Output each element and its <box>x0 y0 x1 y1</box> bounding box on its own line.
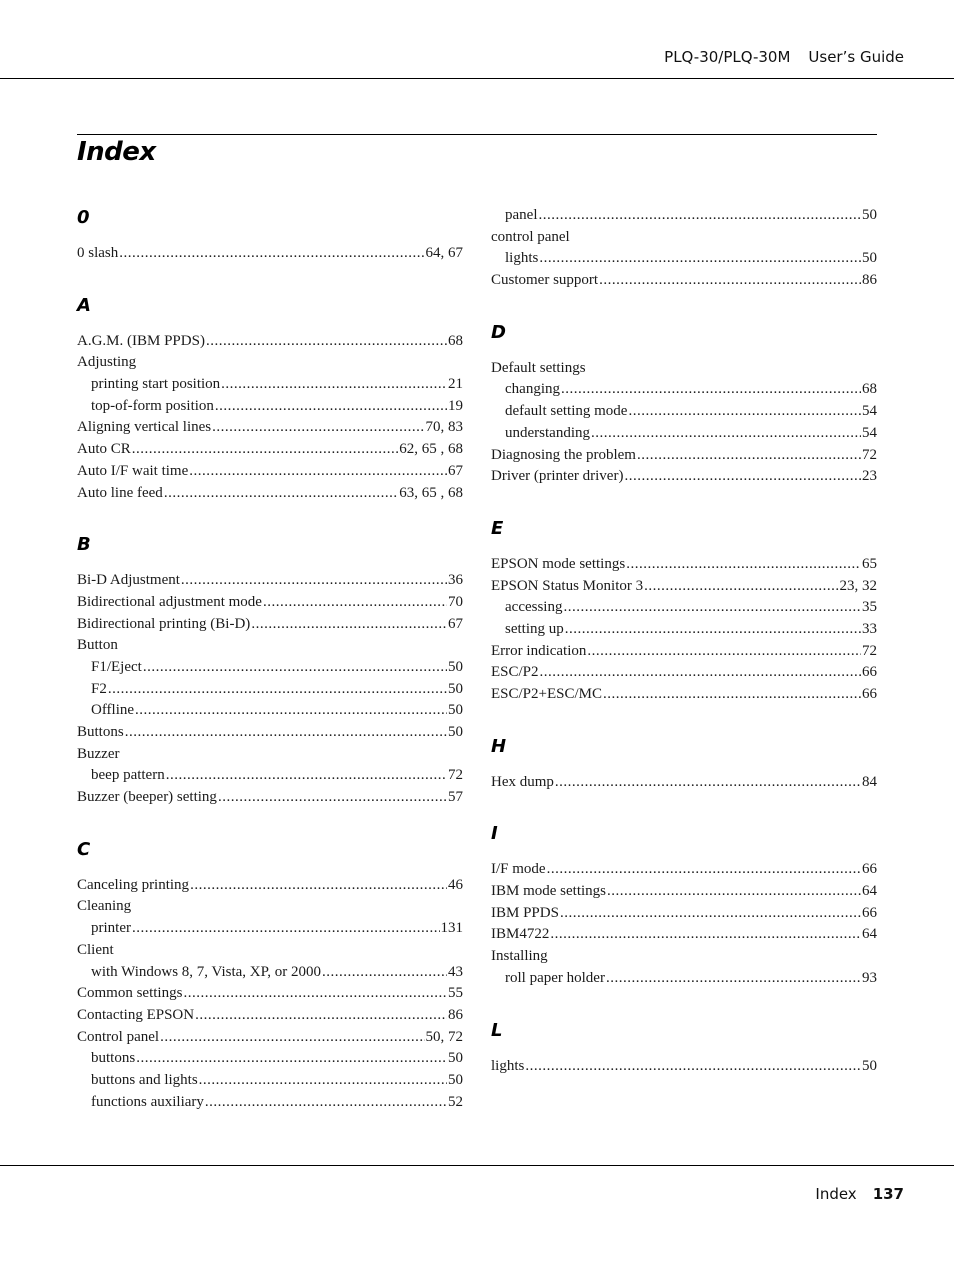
dot-leader <box>205 1092 447 1114</box>
index-letter-heading: E <box>491 517 504 539</box>
index-entry <box>77 744 463 766</box>
index-page-refs: 23 <box>862 468 877 485</box>
index-entry <box>77 722 463 744</box>
index-term: Auto I/F wait time <box>77 462 189 479</box>
index-entry <box>491 684 877 706</box>
index-entry <box>491 946 877 968</box>
dot-leader <box>164 483 398 505</box>
dot-leader <box>263 592 447 614</box>
index-page-refs: 63, 65 , 68 <box>399 484 463 501</box>
index-page-refs: 52 <box>448 1093 463 1110</box>
index-column-right <box>491 205 877 1077</box>
index-term: ESC/P2+ESC/MC <box>491 686 602 702</box>
index-letter-heading: A <box>77 294 91 316</box>
index-term: I/F mode <box>491 861 546 878</box>
index-page-refs: 57 <box>448 789 463 806</box>
index-term: Common settings <box>77 985 183 1002</box>
index-page-refs: 66 <box>862 686 877 702</box>
dot-leader <box>560 903 861 925</box>
index-subentry <box>491 401 877 423</box>
dot-leader <box>218 787 447 809</box>
index-page-refs: 50 <box>448 1071 463 1088</box>
index-entry <box>77 243 463 265</box>
index-subentry <box>77 962 463 984</box>
index-page-refs: 64, 67 <box>425 245 463 261</box>
index-entry <box>77 635 463 657</box>
dot-leader <box>538 205 861 227</box>
dot-leader <box>599 270 861 292</box>
index-entry <box>77 787 463 809</box>
dot-leader <box>212 417 424 439</box>
index-entry <box>77 331 463 353</box>
index-page-refs: 50 <box>448 702 463 719</box>
index-subentry <box>77 657 463 679</box>
index-term: 0 slash <box>77 245 119 261</box>
index-letter-heading: L <box>491 1019 503 1041</box>
dot-leader <box>322 962 447 984</box>
dot-leader <box>606 968 861 990</box>
index-term: accessing <box>505 599 563 616</box>
index-term: Customer support <box>491 272 599 289</box>
index-term: Hex dump <box>491 773 554 790</box>
index-term: Cleaning <box>77 898 132 915</box>
index-subentry <box>77 1070 463 1092</box>
index-entry <box>77 896 463 918</box>
index-term: F2 <box>91 680 107 697</box>
index-column-left <box>77 205 463 1113</box>
dot-leader <box>547 859 861 881</box>
index-term: Buzzer <box>77 745 120 762</box>
dot-leader <box>206 331 447 353</box>
index-page-refs: 66 <box>862 664 877 681</box>
index-term: IBM PPDS <box>491 904 559 921</box>
index-entry <box>491 270 877 292</box>
index-term: Canceling printing <box>77 876 190 893</box>
index-page-refs: 131 <box>440 920 463 937</box>
header-text <box>664 48 904 66</box>
index-letter-heading: D <box>491 321 506 343</box>
index-term: Aligning vertical lines <box>77 419 212 436</box>
index-term: Driver (printer driver) <box>491 468 624 485</box>
index-entry <box>491 859 877 881</box>
dot-leader <box>628 401 861 423</box>
dot-leader <box>132 439 398 461</box>
index-term: Adjusting <box>77 354 137 371</box>
header-product: PLQ-30/PLQ-30M <box>664 48 791 66</box>
index-page-refs: 72 <box>862 642 877 659</box>
index-term: Control panel <box>77 1028 160 1045</box>
index-term: with Windows 8, 7, Vista, XP, or 2000 <box>91 963 322 980</box>
footer-rule <box>0 1165 954 1166</box>
dot-leader <box>565 619 861 641</box>
index-page-refs: 70, 83 <box>425 419 463 436</box>
index-page-refs: 23, 32 <box>839 577 877 594</box>
index-entry <box>491 903 877 925</box>
dot-leader <box>199 1070 447 1092</box>
index-page-refs: 66 <box>862 904 877 921</box>
index-term: Auto CR <box>77 441 131 458</box>
index-term: Error indication <box>491 642 587 659</box>
index-term: Bidirectional printing (Bi-D) <box>77 615 251 632</box>
index-page-refs: 68 <box>862 381 877 398</box>
index-entry <box>77 483 463 505</box>
index-page-refs: 50 <box>448 724 463 740</box>
index-page-refs: 50 <box>448 658 463 675</box>
index-page-refs: 86 <box>448 1006 463 1023</box>
index-subentry <box>77 1048 463 1070</box>
index-entry <box>491 1056 877 1078</box>
index-page-refs: 66 <box>862 861 877 878</box>
index-letter-heading: I <box>491 823 498 845</box>
index-subentry <box>77 374 463 396</box>
index-subentry <box>77 765 463 787</box>
index-page-refs: 86 <box>862 272 877 289</box>
index-subentry <box>77 1092 463 1114</box>
index-term: Buttons <box>77 724 124 740</box>
index-subentry <box>491 248 877 270</box>
index-entry <box>491 358 877 380</box>
dot-leader <box>181 570 447 592</box>
index-term: Offline <box>91 702 135 719</box>
dot-leader <box>215 396 447 418</box>
dot-leader <box>624 466 861 488</box>
index-page-refs: 50 <box>448 1050 463 1067</box>
index-page-refs: 84 <box>862 773 877 790</box>
index-letter-heading: C <box>77 838 91 860</box>
index-page-refs: 70 <box>448 593 463 610</box>
index-page-refs: 65 <box>862 555 877 572</box>
index-letter-heading: H <box>491 735 507 757</box>
index-term: lights <box>505 250 539 267</box>
dot-leader <box>166 765 447 787</box>
index-page-refs: 64 <box>862 926 877 943</box>
index-entry <box>77 614 463 636</box>
index-term: printing start position <box>91 376 221 393</box>
index-page-refs: 19 <box>448 397 463 414</box>
dot-leader <box>555 772 861 794</box>
dot-leader <box>644 576 838 598</box>
index-term: Diagnosing the problem <box>491 446 636 463</box>
dot-leader <box>136 1048 447 1070</box>
page-header <box>0 0 954 79</box>
index-term: functions auxiliary <box>91 1093 204 1110</box>
index-page-refs: 54 <box>862 403 877 420</box>
index-subentry <box>491 205 877 227</box>
page-title: Index <box>77 137 156 167</box>
index-term: understanding <box>505 424 590 441</box>
dot-leader <box>603 684 861 706</box>
index-subentry <box>77 700 463 722</box>
index-entry <box>77 983 463 1005</box>
index-term: default setting mode <box>505 403 628 420</box>
index-page-refs: 46 <box>448 876 463 893</box>
index-term: panel <box>505 207 538 223</box>
index-term: A.G.M. (IBM PPDS) <box>77 332 205 349</box>
index-subentry <box>491 423 877 445</box>
index-page-refs: 50, 72 <box>425 1028 463 1045</box>
index-page-refs: 72 <box>862 446 877 463</box>
dot-leader <box>587 641 861 663</box>
index-page-refs: 72 <box>448 767 463 784</box>
index-page-refs: 68 <box>448 332 463 349</box>
dot-leader <box>143 657 447 679</box>
index-page-refs: 54 <box>862 424 877 441</box>
index-letter-heading: 0 <box>77 207 90 228</box>
index-entry <box>491 662 877 684</box>
index-entry <box>491 466 877 488</box>
dot-leader <box>160 1027 424 1049</box>
index-entry <box>491 576 877 598</box>
dot-leader <box>561 379 861 401</box>
index-entry <box>77 1005 463 1027</box>
index-page-refs: 35 <box>862 599 877 616</box>
index-page-refs: 67 <box>448 615 463 632</box>
index-entry <box>491 772 877 794</box>
index-page-refs: 62, 65 , 68 <box>399 441 463 458</box>
index-entry <box>77 461 463 483</box>
index-page-refs: 55 <box>448 985 463 1002</box>
index-subentry <box>491 379 877 401</box>
dot-leader <box>195 1005 447 1027</box>
index-entry <box>491 445 877 467</box>
page-footer <box>815 1185 904 1203</box>
dot-leader <box>525 1056 861 1078</box>
index-term: Contacting EPSON <box>77 1006 195 1023</box>
dot-leader <box>221 374 447 396</box>
index-entry <box>77 352 463 374</box>
index-entry <box>491 924 877 946</box>
index-subentry <box>77 396 463 418</box>
dot-leader <box>108 679 447 701</box>
index-term: Auto line feed <box>77 484 163 501</box>
index-page-refs: 21 <box>448 376 463 393</box>
index-term: setting up <box>505 620 564 637</box>
index-term: printer <box>91 920 131 937</box>
index-page-refs: 50 <box>862 207 877 223</box>
index-term: buttons and lights <box>91 1071 198 1088</box>
title-rule <box>77 134 877 135</box>
index-term: changing <box>505 381 560 398</box>
index-term: IBM mode settings <box>491 883 606 900</box>
index-entry <box>491 227 877 249</box>
index-entry <box>77 875 463 897</box>
index-term: Buzzer (beeper) setting <box>77 789 217 806</box>
index-entry <box>77 417 463 439</box>
index-entry <box>77 439 463 461</box>
index-term: Installing <box>491 948 548 965</box>
dot-leader <box>119 243 424 265</box>
index-page-refs: 64 <box>862 883 877 900</box>
index-term: F1/Eject <box>91 658 142 675</box>
footer-section: Index <box>815 1185 857 1203</box>
index-entry <box>491 641 877 663</box>
index-page-refs: 33 <box>862 620 877 637</box>
index-page-refs: 93 <box>862 969 877 986</box>
dot-leader <box>626 554 861 576</box>
index-letter-heading: B <box>77 534 91 556</box>
index-term: Default settings <box>491 359 586 376</box>
index-subentry <box>77 918 463 940</box>
dot-leader <box>125 722 447 744</box>
index-term: lights <box>491 1057 525 1074</box>
index-entry <box>77 940 463 962</box>
index-term: Client <box>77 941 114 958</box>
index-term: buttons <box>91 1050 136 1067</box>
dot-leader <box>183 983 447 1005</box>
header-guide: User’s Guide <box>808 48 904 66</box>
index-subentry <box>491 619 877 641</box>
index-subentry <box>77 679 463 701</box>
index-term: Button <box>77 637 118 654</box>
dot-leader <box>540 662 861 684</box>
index-term: IBM4722 <box>491 926 550 943</box>
index-subentry <box>491 968 877 990</box>
index-page-refs: 50 <box>448 680 463 697</box>
index-term: roll paper holder <box>505 969 605 986</box>
index-term: EPSON mode settings <box>491 555 626 572</box>
index-page-refs: 67 <box>448 462 463 479</box>
dot-leader <box>135 700 447 722</box>
dot-leader <box>132 918 440 940</box>
index-term: beep pattern <box>91 767 165 784</box>
index-entry <box>77 592 463 614</box>
dot-leader <box>607 881 861 903</box>
index-term: EPSON Status Monitor 3 <box>491 577 644 594</box>
index-entry <box>77 570 463 592</box>
dot-leader <box>637 445 861 467</box>
index-entry <box>491 554 877 576</box>
index-term: Bi-D Adjustment <box>77 572 180 589</box>
dot-leader <box>539 248 861 270</box>
dot-leader <box>591 423 861 445</box>
dot-leader <box>563 597 861 619</box>
index-term: top-of-form position <box>91 397 214 414</box>
dot-leader <box>189 461 447 483</box>
index-page-refs: 50 <box>862 250 877 267</box>
page-number: 137 <box>872 1185 904 1203</box>
index-term: control panel <box>491 228 570 245</box>
dot-leader <box>190 875 447 897</box>
index-entry <box>491 881 877 903</box>
dot-leader <box>251 614 447 636</box>
index-page-refs: 36 <box>448 572 463 589</box>
index-page-refs: 50 <box>862 1057 877 1074</box>
index-page-refs: 43 <box>448 963 463 980</box>
dot-leader <box>550 924 861 946</box>
index-term: Bidirectional adjustment mode <box>77 593 262 610</box>
index-subentry <box>491 597 877 619</box>
index-term: ESC/P2 <box>491 664 539 681</box>
index-entry <box>77 1027 463 1049</box>
